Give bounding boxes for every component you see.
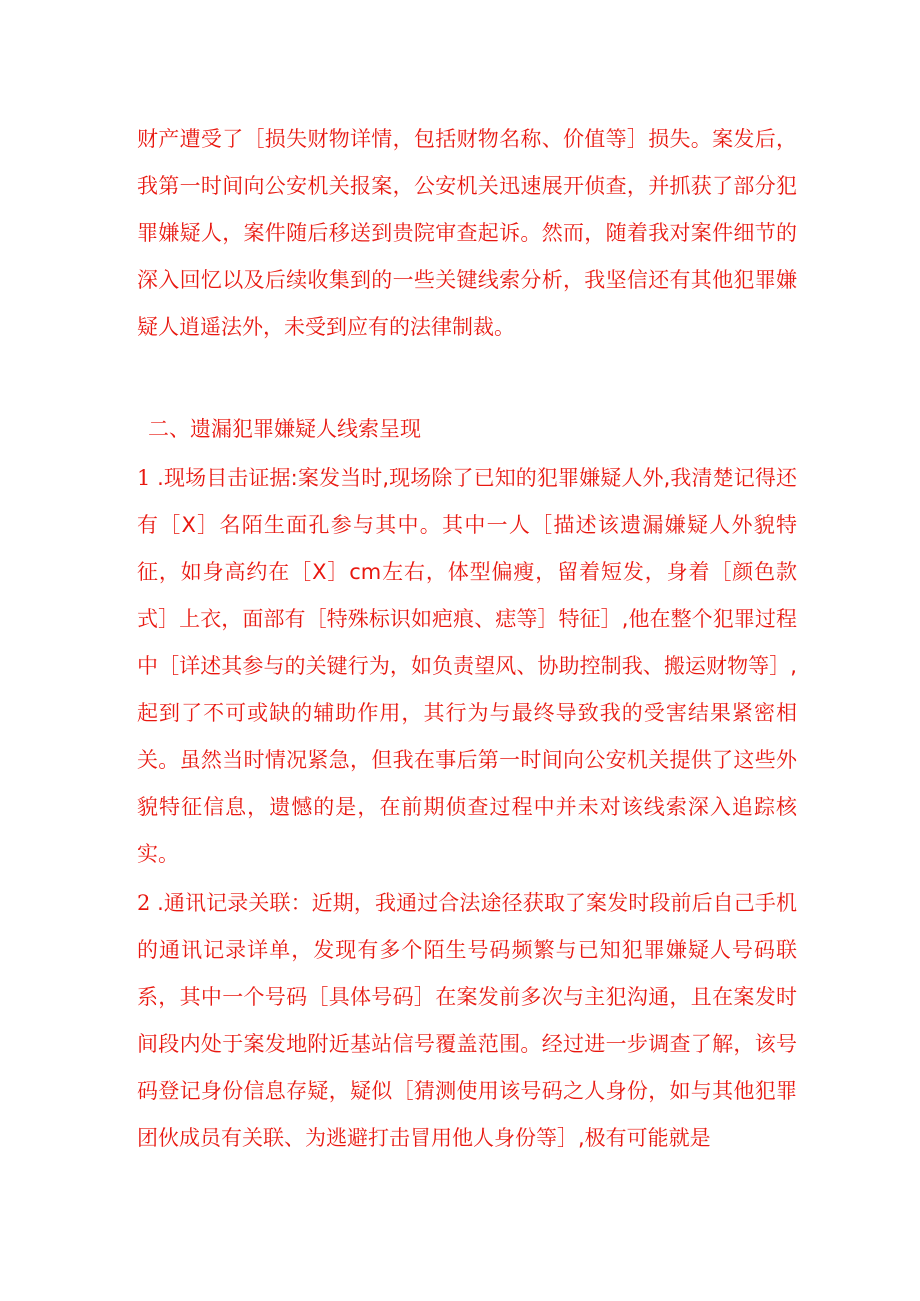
intro-paragraph: 财产遭受了［损失财物详情，包括财物名称、价值等］损失。案发后，我第一时间向公安机关报案，公安机关迅速展开侦查，并抓获了部分犯罪嫌疑人，案件随后移送到贵院审查起诉。然而，随着我对案件细节的深入回忆以及后续收集到的一些关键线索分析，我坚信还有其他犯罪嫌疑人逍遥法外，未受到应有的法律制裁。 — [137, 127, 797, 339]
item-1-number: 1 — [137, 466, 151, 490]
item-2-number: 2 — [137, 891, 151, 915]
item-1-text: .现场目击证据:案发当时,现场除了已知的犯罪嫌疑人外,我清楚记得还有［X］名陌生面孔参与其中。其中一人［描述该遗漏嫌疑人外貌特征，如身高约在［X］cm左右，体型偏瘦，留着短发，身着［颜色款式］上衣，面部有［特殊标识如疤痕、痣等］特征］,他在整个犯罪过程中［详述其参与的关键行为，如负责望风、协助控制我、搬运财物等］,起到了不可或缺的辅助作用，其行为与最终导致我的受害结果紧密相关。虽然当时情况紧急，但我在事后第一时间向公安机关提供了这些外貌特征信息，遗憾的是，在前期侦查过程中并未对该线索深入追踪核实。 — [137, 466, 797, 866]
section-heading: 二、遗漏犯罪嫌疑人线索呈现 — [148, 417, 421, 441]
item-2-text: .通讯记录关联：近期，我通过合法途径获取了案发时段前后自己手机的通讯记录详单，发现有多个陌生号码频繁与已知犯罪嫌疑人号码联系，其中一个号码［具体号码］在案发前多次与主犯沟通，且在案发时间段内处于案发地附近基站信号覆盖范围。经过进一步调查了解，该号码登记身份信息存疑，疑似［猜测使用该号码之人身份，如与其他犯罪团伙成员有关联、为逃避打击冒用他人身份等］,极有可能就是 — [137, 891, 797, 1150]
evidence-item-2 — [137, 880, 797, 1162]
evidence-item-1 — [137, 455, 797, 878]
